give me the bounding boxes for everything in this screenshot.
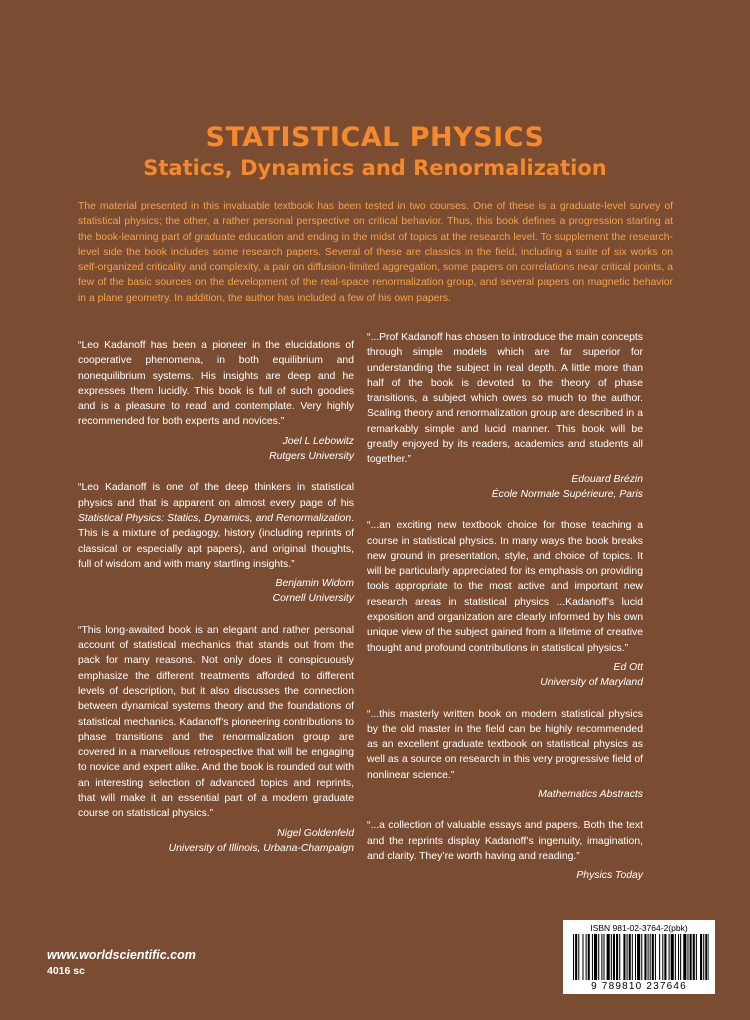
book-description: The material presented in this invaluable textbook has been tested in two courses. One of these is a graduate-level survey of statistical physics; the other, a rather personal perspective on critical behavior. Thus, this book defines a progression starting at the book-learning part of graduate education and ending in the midst of topics at the research level. To supplement the research-level side the book includes some research papers. Several of these are classics in the field, including a suite of six works on self-organized criticality and complexity, a pair on diffusion-limited aggregation, some papers on correlations near critical points, a few of the basic sources on the development of the real-space renormalization group, and several papers on magnetic behavior in a plane geometry. In addition, the author has included a few of his own papers.	[78, 201, 673, 304]
review-quote: “...an exciting new textbook choice for those teaching a course in statistical physics. In many ways the book breaks new ground in presentation, style, and choice of topics. It will be particularly appreciated for its emphasis on providing tools appropriate to the most active and important new research areas in statistical physics ...Kadanoff’s lucid exposition and organization are clearly informed by his own unique view of the subject gained from a lifetime of creative thought and profound contributions in statistical physics.”	[367, 520, 643, 654]
right-reviews-column	[367, 330, 643, 900]
review-lebowitz	[78, 338, 354, 464]
reviewer-name: Ed Ott	[613, 661, 643, 673]
reviewer-affiliation: École Normale Supérieure, Paris	[491, 488, 643, 500]
review-physics-today	[367, 818, 643, 883]
reviewer-name: Benjamin Widom	[275, 578, 354, 590]
publisher-website: www.worldscientific.com	[47, 948, 196, 962]
reviewer-affiliation: University of Illinois, Urbana-Champaign	[168, 842, 354, 854]
left-reviews-column	[78, 338, 354, 872]
reviewer-name: Edouard Brézin	[571, 473, 643, 485]
review-quote: “...this masterly written book on modern statistical physics by the old master in the field can be highly recommended as an excellent graduate textbook on statistical physics as well as a source on research in this very progressive field of nonlinear science.”	[367, 708, 643, 781]
review-quote-part: “Leo Kadanoff is one of the deep thinkers in statistical physics and that is apparent on almost every page of his	[78, 482, 354, 509]
book-subtitle: Statics, Dynamics and Renormalization	[143, 156, 607, 180]
reviewer-affiliation: University of Maryland	[540, 677, 643, 689]
review-quote: “...a collection of valuable essays and papers. Both the text and the reprints display Kadanoff’s ingenuity, imagination, and clarity. They’re worth having and reading.”	[367, 820, 643, 862]
book-title-italic: Statistical Physics: Statics, Dynamics, and Renormalization	[78, 512, 352, 524]
review-goldenfeld	[78, 623, 354, 856]
reviewer-affiliation: Cornell University	[272, 593, 354, 605]
barcode-digits: 9 789810 237646	[591, 981, 687, 992]
review-quote: “This long-awaited book is an elegant and rather personal account of statistical mechanics that stands out from the pack for many reasons. Not only does it conspicuously emphasize the different treatments afforded to different levels of description, but it also discusses the connection between dynamical systems theory and the foundations of statistical mechanics. Kadanoff’s pioneering contributions to phase transitions and the renormalization group are covered in a marvellous retrospective that will be engaging to novice and expert alike. And the book is rounded out with an interesting selection of advanced topics and reprints, that will make it an essential part of a modern graduate course on statistical physics.”	[78, 624, 354, 820]
review-brezin	[367, 330, 643, 502]
review-ott	[367, 518, 643, 690]
product-code: 4016 sc	[47, 965, 85, 977]
reviewer-name: Mathematics Abstracts	[538, 789, 643, 801]
barcode-label	[563, 920, 715, 994]
reviewer-name: Nigel Goldenfeld	[277, 827, 354, 839]
review-math-abstracts	[367, 707, 643, 803]
reviewer-name: Joel L Lebowitz	[282, 435, 354, 447]
review-widom	[78, 480, 354, 606]
book-title: STATISTICAL PHYSICS	[205, 122, 545, 153]
isbn-text: ISBN 981-02-3764-2(pbk)	[590, 923, 688, 933]
reviewer-affiliation: Rutgers University	[269, 451, 354, 463]
barcode-icon	[573, 934, 709, 980]
review-quote-part: . This is a mixture of pedagogy, history (including reprints of classical or especially apt papers), and original thoughts, full of wisdom and with many startling insights.”	[78, 512, 354, 570]
review-quote	[78, 480, 354, 572]
review-quote: “Leo Kadanoff has been a pioneer in the elucidations of cooperative phenomena, in both equilibrium and nonequilibrium systems. His insights are deep and he expresses them lucidly. This book is full of such goodies and is a pleasure to read and contemplate. Very highly recommended for both experts and novices.”	[78, 340, 354, 428]
reviewer-name: Physics Today	[576, 870, 643, 882]
review-quote: “...Prof Kadanoff has chosen to introduce the main concepts through simple models which are far superior for understanding the subject in real depth. A little more than half of the book is devoted to the theory of phase transitions, a subject which owes so much to the author. Scaling theory and renormalization group are described in a remarkably simple and lucid manner. This book will be greatly enjoyed by its readers, academics and students all together.”	[367, 332, 643, 466]
